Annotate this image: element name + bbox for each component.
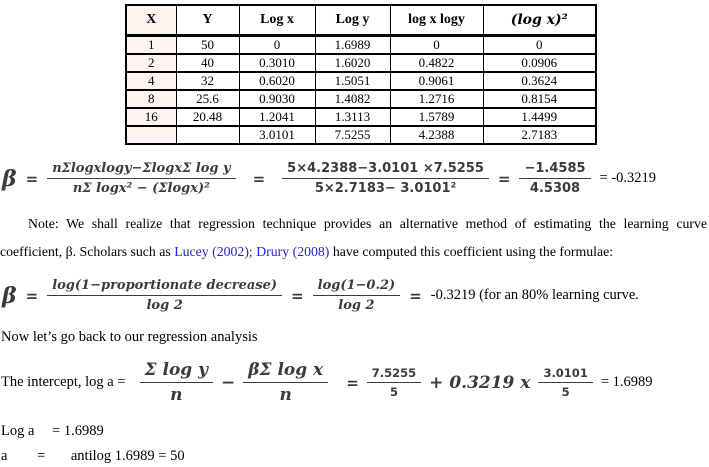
table-cell: 0.8154: [483, 90, 596, 108]
table-cell: 0: [483, 36, 596, 55]
a-label: a: [1, 448, 8, 464]
fraction-denominator: nΣ logx² − (Σlogx)²: [72, 181, 210, 196]
minus-sign: −: [220, 372, 236, 393]
a-equals: =: [37, 448, 46, 464]
fraction-30101-over-5: [538, 366, 592, 399]
fraction-numerator: 3.0101: [538, 366, 592, 383]
table-cell: 1.6989: [315, 36, 390, 55]
table-cell: 1.5051: [315, 72, 390, 90]
equals-sign: =: [497, 169, 511, 188]
plus-term: + 0.3219 x: [429, 372, 531, 393]
fraction-denominator: 5: [389, 385, 398, 399]
table-cell: 1.4082: [315, 90, 390, 108]
table-cell: 0.6020: [239, 72, 315, 90]
table-cell: 0.3624: [483, 72, 596, 90]
citation-drury-link[interactable]: Drury (2008): [256, 244, 330, 259]
intercept-formula: [1, 360, 709, 405]
table-body: [126, 36, 596, 145]
table-cell: 1.2041: [239, 108, 315, 126]
equals-sign: =: [291, 286, 304, 305]
table-cell: 1.2716: [390, 90, 483, 108]
fraction-beta-sum-logx: [243, 360, 328, 405]
table-cell: 1.3113: [315, 108, 390, 126]
column-header-logx: Log x: [239, 5, 315, 36]
table-cell: 8: [126, 90, 176, 108]
log-regression-table: [125, 4, 597, 145]
table-cell: 0.9030: [239, 90, 315, 108]
fraction-denominator: 5×2.7183− 3.0101²: [314, 181, 457, 196]
fraction-denominator: log 2: [338, 298, 375, 313]
note-text-after: have computed this coefficient using the formulae:: [329, 244, 614, 259]
table-cell: 16: [126, 108, 176, 126]
fraction-numerator: 7.5255: [367, 366, 421, 383]
fraction-denominator: n: [170, 385, 183, 405]
fraction-numerator: −1.4585: [519, 161, 590, 179]
table-cell: 0: [239, 36, 315, 55]
table-cell: 0.9061: [390, 72, 483, 90]
table-cell: 1: [126, 36, 176, 55]
equals-sign: =: [252, 169, 266, 188]
fraction-symbolic: [47, 161, 235, 196]
column-header-logxlogy: log x logy: [390, 5, 483, 36]
loga-label: Log a: [1, 423, 35, 439]
beta-regression-formula: [2, 161, 709, 196]
table-cell: 1.5789: [390, 108, 483, 126]
table-cell: [126, 126, 176, 144]
formula-result: -0.3219 (for an 80% learning curve.: [430, 287, 639, 303]
fraction-denominator: 4.5308: [529, 181, 581, 196]
fraction-numerator: βΣ log x: [243, 360, 328, 383]
beta-symbol: β: [2, 165, 17, 192]
fraction-numerator: 5×4.2388−3.0101 ×7.5255: [282, 161, 489, 179]
equals-sign: =: [25, 169, 39, 188]
table-cell: 0.4822: [390, 54, 483, 72]
loga-line: [1, 423, 709, 440]
fraction-numerator: nΣlogxlogy−ΣlogxΣ log y: [47, 161, 235, 179]
fraction-numerator: log(1−proportionate decrease): [47, 278, 282, 296]
table-cell: 50: [176, 36, 239, 55]
note-paragraph: [0, 210, 707, 266]
formula-result: = 1.6989: [600, 374, 653, 390]
table-row: [126, 108, 596, 126]
table-cell: 1.6020: [315, 54, 390, 72]
table-cell: 4.2388: [390, 126, 483, 144]
table-row: [126, 36, 596, 55]
table-cell: 7.5255: [315, 126, 390, 144]
column-header-y: Y: [176, 5, 239, 36]
loga-value: = 1.6989: [52, 423, 104, 439]
table-cell: 0: [390, 36, 483, 55]
fraction-result: [519, 161, 590, 196]
fraction-denominator: log 2: [146, 298, 183, 313]
table-cell: 1.4499: [483, 108, 596, 126]
table-cell: 2.7183: [483, 126, 596, 144]
beta-learning-formula: [2, 278, 709, 313]
table-cell: 0.0906: [483, 54, 596, 72]
citation-lucey-link[interactable]: Lucey (2002);: [174, 244, 253, 259]
column-header-logx-squared: (log x)²: [483, 5, 596, 36]
table-cell: 20.48: [176, 108, 239, 126]
column-header-logy: Log y: [315, 5, 390, 36]
table-row: [126, 72, 596, 90]
table-row: [126, 54, 596, 72]
table-cell: 2: [126, 54, 176, 72]
table-cell: 40: [176, 54, 239, 72]
fraction-denominator: 5: [561, 385, 570, 399]
fraction-numeric: [313, 278, 401, 313]
fraction-75255-over-5: [367, 366, 421, 399]
table-cell: 4: [126, 72, 176, 90]
table-row: [126, 126, 596, 144]
formula-result: = -0.3219: [599, 170, 657, 186]
fraction-denominator: n: [279, 385, 292, 405]
table-row: [126, 90, 596, 108]
fraction-sum-logy: [140, 360, 213, 405]
equals-sign: =: [346, 373, 359, 392]
note-text-before: Note: We shall realize that regression technique provides an alternative method of estimating the learning curve coefficient, β. Scholars such as: [0, 216, 707, 259]
intercept-label: The intercept, log a =: [1, 374, 126, 390]
table-cell: 0.3010: [239, 54, 315, 72]
table-cell: 3.0101: [239, 126, 315, 144]
fraction-numerator: Σ log y: [140, 360, 213, 383]
fraction-numerator: log(1−0.2): [313, 278, 401, 296]
a-line: [1, 448, 709, 465]
equals-sign: =: [25, 286, 39, 305]
equals-sign: =: [409, 286, 422, 305]
table-cell: 32: [176, 72, 239, 90]
table-header-row: [126, 5, 596, 36]
a-value: antilog 1.6989 = 50: [70, 448, 185, 464]
fraction-symbolic: [47, 278, 282, 313]
column-header-x: X: [126, 5, 176, 36]
table-cell: 25.6: [176, 90, 239, 108]
back-to-regression-line: Now let’s go back to our regression analysis: [1, 329, 258, 345]
beta-symbol: β: [2, 282, 17, 309]
fraction-numeric: [282, 161, 489, 196]
table-cell: [176, 126, 239, 144]
